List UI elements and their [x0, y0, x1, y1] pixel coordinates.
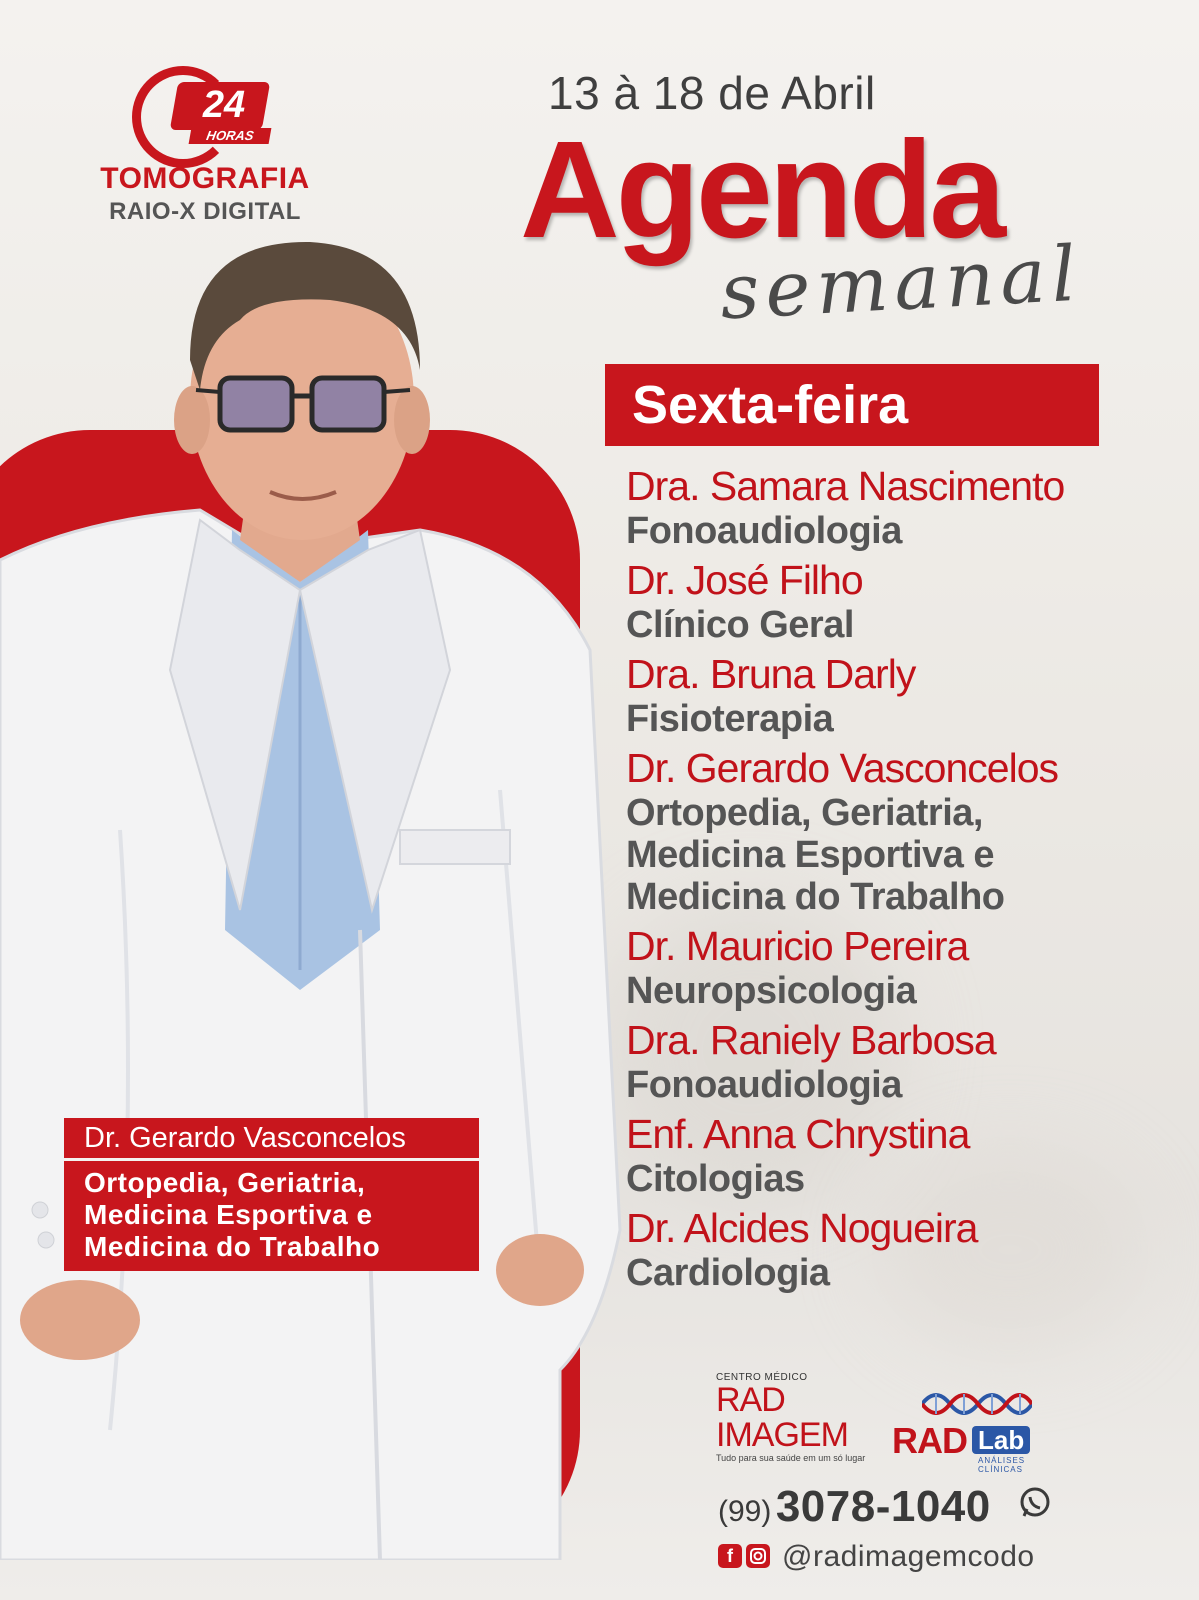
logo-line-2: IMAGEM	[716, 1416, 848, 1454]
doctor-name: Dr. Alcides Nogueira	[626, 1205, 978, 1251]
dna-icon	[922, 1386, 1032, 1422]
phone-number[interactable]: 3078-1040	[775, 1482, 991, 1531]
doctor-specialty: Fisioterapia	[626, 698, 834, 740]
facebook-icon[interactable]: f	[718, 1544, 742, 1568]
social-handle[interactable]: @radimagemcodo	[782, 1540, 1035, 1573]
phone-area-code: (99)	[718, 1495, 772, 1528]
badge-hours: 24	[202, 84, 246, 126]
schedule-item	[626, 1204, 1186, 1294]
title-agenda: Agenda	[520, 113, 1003, 267]
whatsapp-icon	[1018, 1486, 1052, 1520]
doctor-name: Dra. Raniely Barbosa	[626, 1017, 996, 1063]
featured-name: Dr. Gerardo Vasconcelos	[64, 1118, 479, 1161]
date-range: 13 à 18 de Abril	[548, 67, 876, 119]
badge-service-1: TOMOGRAFIA	[100, 162, 310, 195]
doctor-specialty: Clínico Geral	[626, 604, 854, 646]
radlab-rad: RAD	[892, 1420, 967, 1461]
doctor-name: Dra. Samara Nascimento	[626, 463, 1065, 509]
doctor-name: Dr. Mauricio Pereira	[626, 923, 969, 969]
rad-imagem-logo	[716, 1372, 876, 1463]
badge-hours-label: HORAS	[189, 128, 272, 144]
phone-line	[718, 1482, 991, 1532]
logo-tagline: Tudo para sua saúde em um só lugar	[716, 1453, 866, 1463]
logo-line-1: RAD	[716, 1381, 785, 1419]
schedule-item	[626, 922, 1186, 1012]
doctor-name: Dr. José Filho	[626, 557, 863, 603]
featured-caption	[64, 1118, 479, 1271]
schedule-item	[626, 1016, 1186, 1106]
doctor-specialty: Ortopedia, Geriatria, Medicina Esportiva e Medicina do Trabalho	[626, 792, 1005, 918]
doctor-specialty: Fonoaudiologia	[626, 1064, 902, 1106]
schedule-item	[626, 462, 1186, 552]
featured-specialty: Ortopedia, Geriatria, Medicina Esportiva e Medicina do Trabalho	[64, 1161, 479, 1271]
doctor-photo	[0, 230, 640, 1560]
doctor-specialty: Neuropsicologia	[626, 970, 917, 1012]
title-semanal: semanal	[717, 228, 1085, 337]
schedule-item	[626, 556, 1186, 646]
schedule-item	[626, 1110, 1186, 1200]
badge-service-2: RAIO-X DIGITAL	[109, 198, 301, 225]
doctor-specialty: Fonoaudiologia	[626, 510, 902, 552]
24h-badge	[70, 58, 350, 238]
logo-small-text: CENTRO MÉDICO	[716, 1372, 808, 1383]
doctor-name: Dra. Bruna Darly	[626, 651, 916, 697]
radlab-sub: ANÁLISES CLÍNICAS	[978, 1456, 1026, 1474]
schedule-item	[626, 650, 1186, 740]
doctor-specialty: Citologias	[626, 1158, 805, 1200]
schedule-list	[626, 462, 1186, 1298]
doctor-specialty: Cardiologia	[626, 1252, 830, 1294]
doctor-name: Enf. Anna Chrystina	[626, 1111, 970, 1157]
radlab-logo	[892, 1386, 1062, 1474]
instagram-icon[interactable]	[746, 1544, 770, 1568]
day-label: Sexta-feira	[632, 375, 909, 435]
doctor-name: Dr. Gerardo Vasconcelos	[626, 745, 1059, 791]
radlab-lab: Lab	[972, 1426, 1030, 1454]
schedule-item	[626, 744, 1186, 918]
